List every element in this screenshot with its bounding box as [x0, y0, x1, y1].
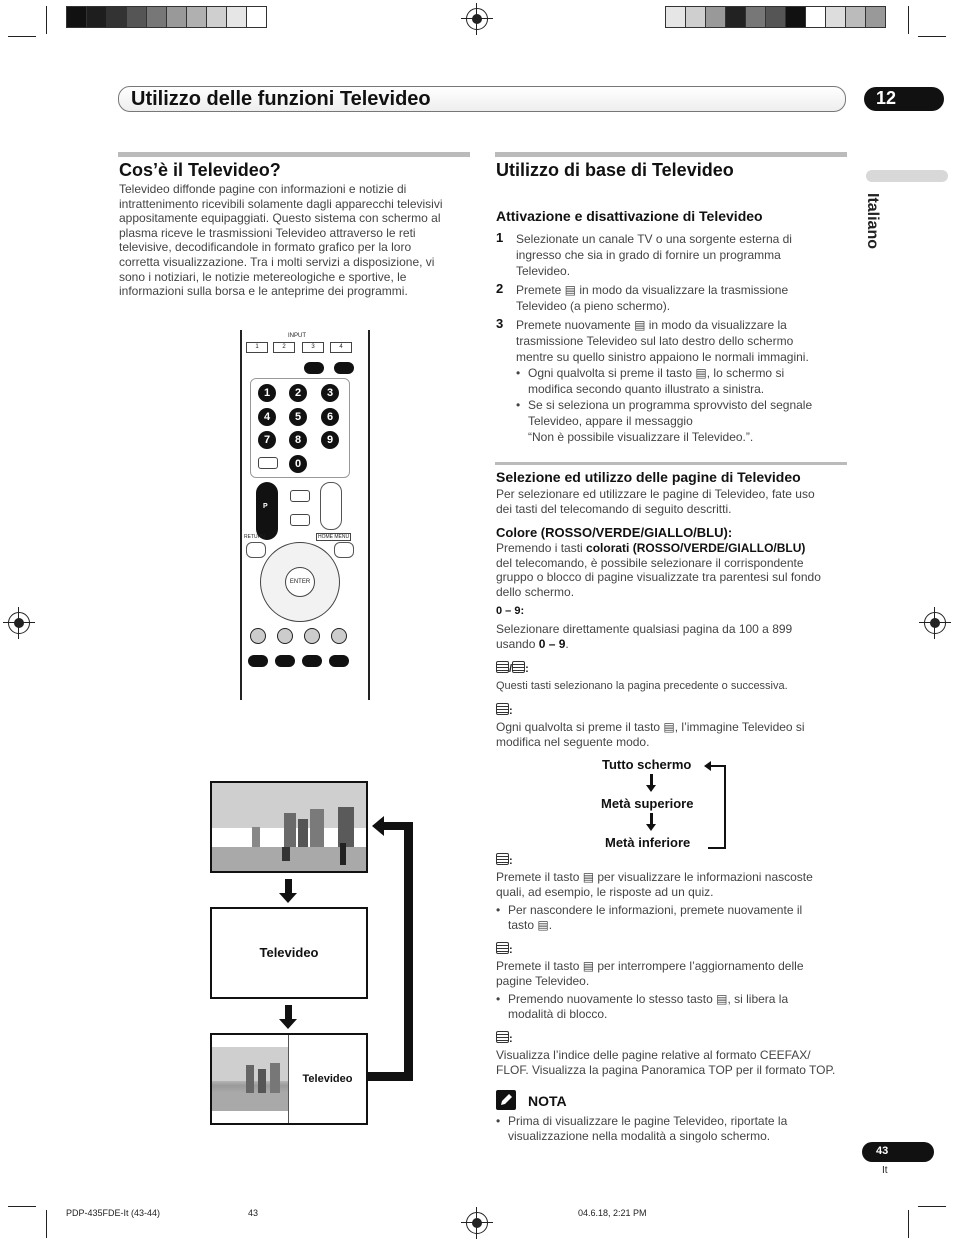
teletext-key — [248, 655, 268, 667]
text-line: Premete ▤ in modo da visualizzare la trasmissione — [516, 283, 789, 297]
section-rule — [495, 462, 847, 465]
number-key-0: 0 — [289, 455, 307, 473]
text-line: Premete il tasto ▤ per interrompere l’aggiornamento delle — [496, 959, 804, 973]
text-line: tasto ▤. — [508, 917, 553, 932]
down-arrow-icon — [279, 893, 297, 903]
program-label: P — [263, 503, 268, 510]
mode-key — [304, 362, 324, 374]
text-line: modalità di blocco. — [508, 1006, 608, 1021]
display-key — [258, 457, 278, 469]
number-key-1: 1 — [258, 384, 276, 402]
step-number: 1 — [496, 230, 504, 245]
loop-arrow — [382, 822, 413, 830]
color-swatch — [766, 7, 786, 27]
number-key-9: 9 — [321, 431, 339, 449]
color-swatch — [127, 7, 147, 27]
hold-bullet — [496, 992, 851, 1021]
color-swatch — [207, 7, 227, 27]
colore-heading: Colore (ROSSO/VERDE/GIALLO/BLU): — [496, 525, 733, 540]
split-screen-picture — [210, 1033, 368, 1125]
input-key-4: 4 — [330, 342, 352, 353]
subsection-heading: Attivazione e disattivazione di Televideo — [496, 208, 763, 224]
crop-mark — [46, 1210, 47, 1238]
page-up-down-icon: / : — [496, 661, 529, 675]
loop-arrow — [366, 1072, 413, 1081]
flow-step-upper: Metà superiore — [601, 796, 694, 811]
text-line: Televideo, appare il messaggio — [528, 414, 693, 428]
flow-loop — [708, 765, 726, 849]
text-line: Televideo. — [516, 264, 571, 278]
city-skyline-image — [212, 1047, 288, 1111]
step-number: 3 — [496, 316, 504, 331]
text-line: Selezionate un canale TV o una sorgente esterna di — [516, 232, 792, 246]
crop-mark — [8, 36, 36, 37]
zero-nine-heading: 0 – 9: — [496, 605, 525, 617]
text-line: Premete il tasto ▤ per visualizzare le informazioni nascoste — [496, 870, 813, 884]
down-arrow-icon — [646, 824, 656, 831]
text-line: trasmissione Televideo sul lato destro dello schermo — [516, 334, 794, 348]
city-skyline-image — [212, 783, 366, 871]
footer-page: 43 — [248, 1208, 259, 1218]
text-line: del telecomando, è possibile selezionare il corrispondente — [496, 555, 804, 570]
flow-step-full: Tutto schermo — [602, 757, 692, 772]
bullet-marker: • — [496, 992, 501, 1006]
arrow-shaft — [285, 879, 292, 893]
teletext-key — [302, 655, 322, 667]
text-line: modifica nel seguente modo. — [496, 734, 650, 749]
text-line: Per selezionare ed utilizzare le pagine di Televideo, fate uso — [496, 487, 815, 501]
color-swatch — [187, 7, 207, 27]
arrow-shaft — [285, 1005, 292, 1019]
input-key-1: 1 — [246, 342, 268, 353]
number-key-3: 3 — [321, 384, 339, 402]
text-line: pagine Televideo. — [496, 973, 590, 988]
bullet-marker: • — [516, 366, 521, 380]
text-line: Prima di visualizzare le pagine Televideo, riportate la — [508, 1114, 788, 1128]
reveal-key-icon: : — [496, 853, 513, 867]
text-line: appositamente equipaggiati. Questo sistema con schermo al — [119, 211, 441, 226]
bullet-marker: • — [496, 1114, 501, 1128]
mute-key — [290, 514, 310, 526]
text-line: televisive, decodificandole in formato grafico per la loro — [119, 240, 412, 255]
color-swatch — [227, 7, 247, 27]
color-swatch — [826, 7, 846, 27]
color-swatch — [147, 7, 167, 27]
text-span: 0 – 9 — [538, 636, 566, 651]
hold-key-icon: : — [496, 942, 513, 956]
text-line: quali, ad esempio, le risposte ad un quiz. — [496, 884, 714, 899]
text-line: ingresso che sia in grado di fornire un programma — [516, 248, 781, 262]
left-arrow-icon — [704, 761, 711, 771]
crop-mark — [46, 6, 47, 34]
title-bar — [118, 86, 846, 112]
text-line: Visualizza l’indice delle pagine relative al formato CEEFAX/ — [496, 1048, 811, 1062]
color-swatch — [746, 7, 766, 27]
mode-key — [334, 362, 354, 374]
input-label: INPUT — [288, 333, 306, 339]
text-line: Selezionare direttamente qualsiasi pagina da 100 a 899 — [496, 622, 793, 636]
picture-half — [212, 1047, 288, 1111]
color-swatch — [806, 7, 826, 27]
pencil-icon — [496, 1090, 516, 1110]
section-heading: Cos’è il Televideo? — [119, 160, 281, 180]
crop-mark — [8, 1206, 36, 1207]
text-line: informazioni sulla borsa e le anteprime dei programmi. — [119, 284, 408, 299]
page-number-badge — [862, 1142, 934, 1162]
left-arrow-icon — [372, 816, 384, 836]
text-span: usando — [496, 636, 539, 651]
reveal-bullet — [496, 903, 851, 932]
side-tab — [866, 170, 948, 182]
text-line: Premete nuovamente ▤ in modo da visualizzare la — [516, 318, 787, 332]
color-swatch — [726, 7, 746, 27]
color-swatch — [247, 7, 266, 27]
index-text — [496, 1048, 856, 1077]
number-key-4: 4 — [258, 408, 276, 426]
chapter-number: 12 — [876, 88, 897, 108]
hold-text — [496, 959, 851, 988]
text-line: gruppo o blocco di pagine visualizzate tra parentesi sul fondo — [496, 570, 821, 585]
teletext-key — [275, 655, 295, 667]
yellow-key — [304, 628, 320, 644]
text-line: Per nascondere le informazioni, premete nuovamente il — [508, 903, 803, 917]
registration-mark — [924, 612, 946, 634]
text-span: colorati (ROSSO/VERDE/GIALLO/BLU) — [586, 541, 806, 555]
color-swatch — [706, 7, 726, 27]
return-key — [246, 542, 266, 558]
teletext-key — [329, 655, 349, 667]
text-line: Ogni qualvolta si preme il tasto ▤, lo schermo si — [528, 366, 785, 380]
text-span: . — [565, 636, 569, 651]
text-line: Premendo nuovamente lo stesso tasto ▤, si libera la — [508, 992, 789, 1006]
chapter-badge — [864, 87, 944, 111]
registration-mark — [466, 8, 488, 30]
number-key-2: 2 — [289, 384, 307, 402]
blue-key — [331, 628, 347, 644]
number-key-5: 5 — [289, 408, 307, 426]
color-bar-left — [66, 6, 267, 28]
text-line: Ogni qualvolta si preme il tasto ▤, l’immagine Televideo si — [496, 720, 805, 734]
text-line: mentre su quello sinistro appaiono le normali immagini. — [516, 350, 809, 364]
text-line: Televideo diffonde pagine con informazioni e notizie di — [119, 182, 407, 196]
text-line: modifica secondo quanto illustrato a sinistra. — [528, 382, 765, 396]
step-text — [516, 317, 856, 365]
teletext-full-screen — [210, 907, 368, 999]
text-line: “Non è possibile visualizzare il Televideo.”. — [528, 430, 754, 444]
index-key-icon: : — [496, 1031, 513, 1045]
volume-rocker — [320, 482, 342, 530]
footer-file: PDP-435FDE-It (43-44) — [66, 1208, 161, 1218]
page-language: It — [882, 1165, 888, 1176]
section-rule — [118, 152, 470, 157]
program-rocker — [256, 482, 278, 540]
crop-mark — [918, 1206, 946, 1207]
color-swatch — [67, 7, 87, 27]
color-swatch — [846, 7, 866, 27]
sub2-intro — [496, 487, 846, 516]
color-swatch — [866, 7, 885, 27]
text-line: FLOF. Visualizza la pagina Panoramica TOP per il formato TOP. — [496, 1062, 836, 1077]
down-arrow-icon — [279, 1019, 297, 1029]
home-menu-key — [334, 542, 354, 558]
registration-mark — [8, 612, 30, 634]
color-swatch — [686, 7, 706, 27]
bullet-list — [516, 365, 856, 445]
input-key-2: 2 — [273, 342, 295, 353]
color-swatch — [786, 7, 806, 27]
text-line: Televideo (a pieno schermo). — [516, 299, 671, 313]
mode-text — [496, 720, 851, 749]
colore-text — [496, 541, 851, 599]
section-heading: Utilizzo di base di Televideo — [496, 160, 734, 180]
red-key — [250, 628, 266, 644]
footer-date: 04.6.18, 2:21 PM — [578, 1208, 647, 1218]
text-line: intrattenimento ricevibili solamente dagli apparecchi televisivi — [119, 196, 443, 211]
full-screen-picture — [210, 781, 368, 873]
color-swatch — [666, 7, 686, 27]
text-line: visualizzazione nella modalità a singolo schermo. — [508, 1128, 771, 1143]
page-title: Utilizzo delle funzioni Televideo — [131, 88, 431, 110]
number-key-8: 8 — [289, 431, 307, 449]
crop-mark — [908, 6, 909, 34]
crop-mark — [908, 1210, 909, 1238]
step-number: 2 — [496, 281, 504, 296]
page-up-down-text: Questi tasti selezionano la pagina precedente o successiva. — [496, 680, 788, 692]
text-line: Se si seleziona un programma sprovvisto del segnale — [528, 398, 813, 412]
note-icon — [496, 1090, 516, 1110]
bullet-marker: • — [496, 903, 501, 917]
input-key-3: 3 — [302, 342, 324, 353]
note-bullet — [496, 1114, 851, 1143]
number-key-7: 7 — [258, 431, 276, 449]
number-key-6: 6 — [321, 408, 339, 426]
text-span: Premendo i tasti — [496, 541, 587, 555]
text-line: sono i notiziari, le notizie metereologiche e sportive, le — [119, 269, 407, 284]
color-bar-right — [665, 6, 886, 28]
color-swatch — [87, 7, 107, 27]
down-arrow-icon — [646, 785, 656, 792]
crop-mark — [918, 36, 946, 37]
teletext-label: Televideo — [259, 945, 319, 960]
function-key — [290, 490, 310, 502]
language-tab — [866, 188, 890, 258]
page-number: 43 — [876, 1145, 889, 1157]
bullet-marker: • — [516, 398, 521, 412]
step-text — [516, 231, 851, 279]
enter-key: ENTER — [285, 567, 315, 597]
return-label: RETURN — [244, 534, 265, 540]
mode-key-icon: : — [496, 703, 513, 717]
note-label: NOTA — [528, 1093, 567, 1109]
color-swatch — [107, 7, 127, 27]
language-label: Italiano — [864, 192, 882, 250]
text-line: dello schermo. — [496, 584, 575, 599]
text-line: plasma riceve le trasmissioni Televideo attraverso le reti — [119, 225, 416, 240]
color-swatch — [167, 7, 187, 27]
teletext-half-label: Televideo — [302, 1073, 353, 1085]
green-key — [277, 628, 293, 644]
text-line: dei tasti del telecomando di seguito descritti. — [496, 501, 732, 516]
remote-control-illustration — [240, 330, 370, 700]
reveal-text — [496, 870, 851, 899]
intro-paragraph — [119, 182, 474, 299]
subsection-heading: Selezione ed utilizzo delle pagine di Televideo — [496, 469, 801, 485]
home-menu-label: HOME MENU — [318, 534, 350, 540]
step-text — [516, 282, 851, 314]
zero-nine-text — [496, 622, 851, 651]
loop-arrow — [404, 822, 413, 1080]
text-line: corretta visualizzazione. Tra i molti servizi a disposizione, vi — [119, 254, 435, 269]
flow-step-lower: Metà inferiore — [605, 835, 691, 850]
section-rule — [495, 152, 847, 157]
registration-mark — [466, 1212, 488, 1234]
